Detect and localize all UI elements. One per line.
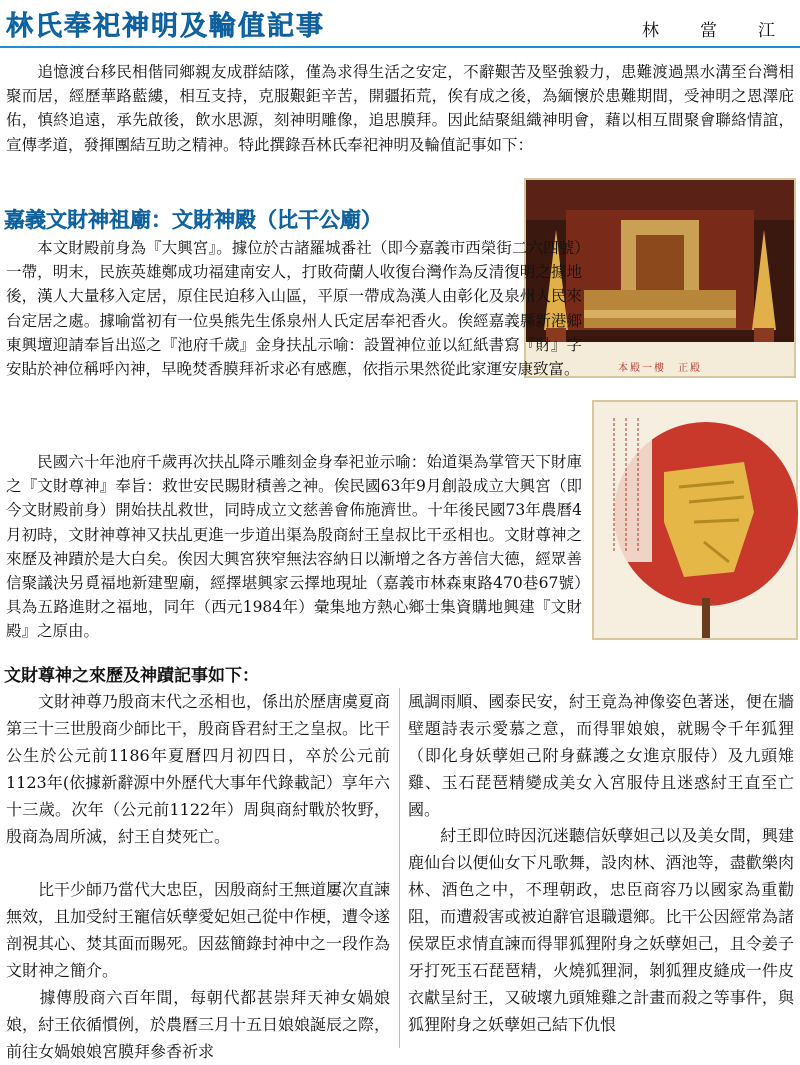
left-column-paragraph-2: 比干少師乃當代大忠臣，因殷商紂王無道屢次直諫無效，且加受紂王寵信妖孽愛妃妲己從中作梗，遭令遂剖視其心、焚其面而賜死。因茲簡錄封神中之一段作為文財神之簡介。 — [6, 880, 391, 980]
left-column-paragraph-1: 文財神尊乃殷商末代之丞相也，係出於歷唐虞夏商第三十三世殷商少師比干，殷商昏君紂王之皇叔。比干公生於公元前1186年夏曆四月初四日，卒於公元前1123年(依據新辭源中外歷代大事年代錄載記）享年六十三歲。次年（公元前1122年）周與商紂戰於牧野，殷商為周所滅，紂王自焚死亡。 — [6, 692, 391, 846]
intro-paragraph: 追憶渡台移民相偕同鄉親友成群結隊，僅為求得生活之安定，不辭艱苦及堅強毅力，患難渡過黑水溝至台灣相聚而居，經歷華路藍縷，相互支持，克服艱鉅辛苦，開疆拓荒，俟有成之後，為緬懷於患難期間，受神明之恩澤庇佑，慎終追遠，承先啟後，飲水思源，刻神明雕像，追思膜拜。因此結聚組織神明會，藉以相互間聚會聯絡情誼，宣傳孝道，發揮團結互助之精神。特此撰錄吾林氏奉祀神明及輪值記事如下： — [6, 63, 794, 154]
subheading: 文財尊神之來歷及神蹟記事如下： — [4, 666, 259, 686]
section-heading: 嘉義文財神祖廟：文財神殿（比干公廟） — [4, 208, 382, 232]
temple-photo-caption: 本殿一樓 正殿 — [618, 363, 702, 374]
section-paragraph-1: 本文財殿前身為『大興宮』。據位於古諸羅城番社（即今嘉義市西榮街二六四號）一帶，明末，民族英雄鄭成功福建南安人，打敗荷蘭人收復台灣作為反清復明之據地後，漢人大量移入定居，原住民迫移入山區，平原一帶成為漢人由彰化及泉州人民來台定居之處。據喻當初有一位吳熊先生係泉州人氏定居奉祀香火。俟經嘉義縣新港鄉東興壇迎請奉旨出巡之『池府千歲』金身扶乩示喻：設置神位並以紅紙書寫『財』字安貼於神位稱呼內神，早晚焚香膜拜祈求必有感應，依指示果然從此家運安康致富。 — [6, 239, 582, 379]
left-column-paragraph-3: 據傳殷商六百年間，每朝代都甚崇拜天神女媧娘娘，紂王依循慣例，於農曆三月十五日娘娘誕辰之際，前往女媧娘娘宮膜拜參香祈求 — [6, 988, 391, 1061]
title-underline — [0, 46, 800, 48]
right-column-paragraph-2: 紂王即位時因沉迷聽信妖孽妲己以及美女間，興建鹿仙台以便仙女下凡歌舞，設肉林、酒池等，盡歡樂肉林、酒色之中，不理朝政，忠臣商容乃以國家為重勸阻，而遭殺害或被迫辭官退職還鄉。比干公因經常為諸侯眾臣求情直諫而得罪狐狸附身之妖孽妲己，且令姜子牙打死玉石琵琶精，火燒狐狸洞，剝狐狸皮縫成一件皮衣獻呈紂王，又破壞九頭雉雞之計畫而殺之等事件，與狐狸附身之妖孽妲己結下仇恨 — [408, 826, 794, 1034]
column-divider — [399, 688, 400, 1048]
red-fan-illustration — [594, 402, 796, 638]
author-name: 林 當 江 — [642, 21, 787, 41]
article-title: 林氏奉祀神明及輪值記事 — [6, 11, 325, 42]
section-paragraph-2: 民國六十年池府千歲再次扶乩降示雕刻金身奉祀並示喻：始道渠為掌管天下財庫之『文財尊神』奉旨：救世安民賜財積善之神。俟民國63年9月創設成立大興宮（即今文財殿前身）開始扶乩救世，同時成立文慈善會佈施濟世。十年後民國73年農曆4月初時，文財神尊神又扶乩更進一步道出渠為殷商紂王皇叔比干丞相也。文財尊神之來歷及神蹟於是大白矣。俟因大興宮狹窄無法容納日以漸增之各方善信大德，經眾善信聚議決另覓福地新建聖廟，經擇堪興家云擇地現址（嘉義市林森東路470巷67號）具為五路進財之福地，同年（西元1984年）彙集地方熱心鄉士集資購地興建『文財殿』之原由。 — [6, 453, 582, 641]
cai-character-photo — [592, 400, 798, 640]
right-column-paragraph-1: 風調雨順、國泰民安，紂王竟為神像姿色著迷，便在牆壁題詩表示愛慕之意，而得罪娘娘，就賜令千年狐狸（即化身妖孽妲己附身蘇護之女進京服侍）及九頭雉雞、玉石琵琶精變成美女入宮服侍且迷惑紂王直至亡國。 — [408, 692, 794, 819]
